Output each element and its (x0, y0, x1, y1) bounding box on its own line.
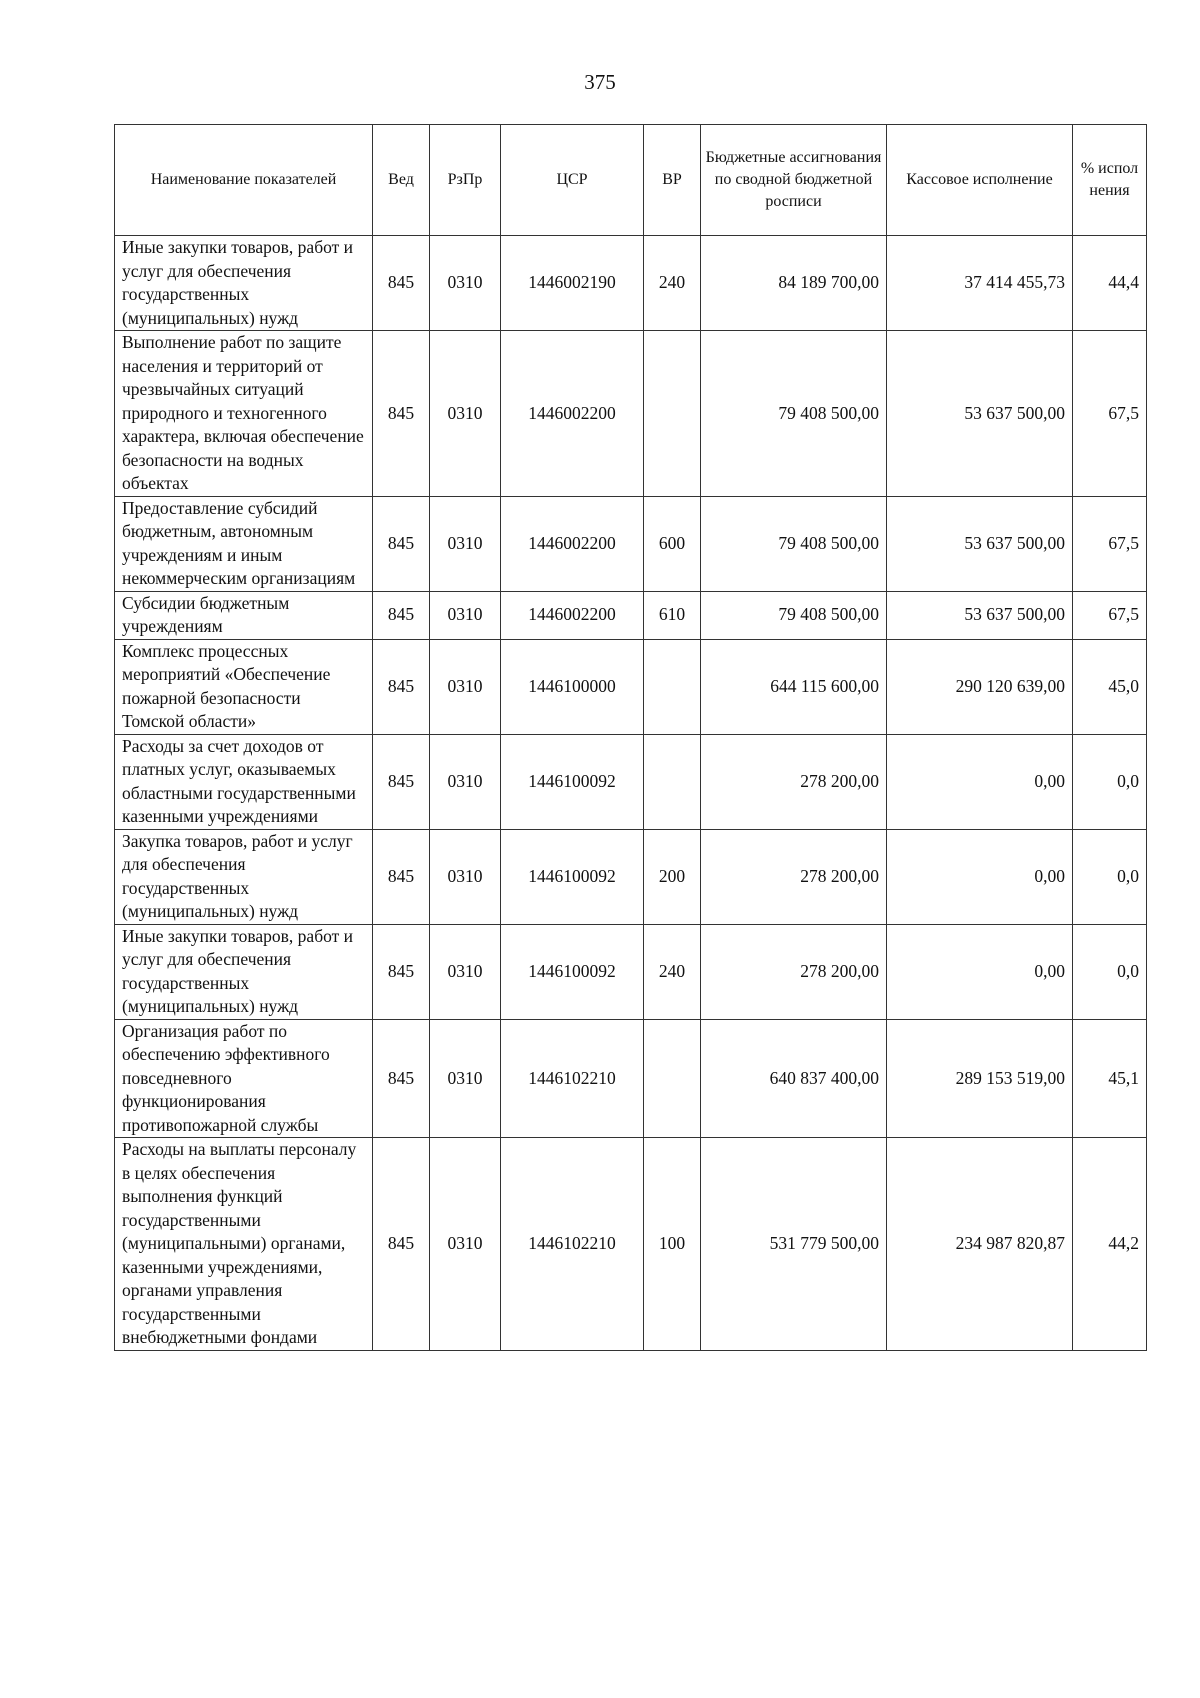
cell-vr: 100 (644, 1138, 701, 1351)
cell-ved: 845 (373, 829, 430, 924)
cell-fact: 37 414 455,73 (887, 236, 1073, 331)
cell-csr: 1446002200 (501, 331, 644, 497)
cell-name: Расходы за счет доходов от платных услуг, оказываемых областными государственными казенными учреждениями (115, 734, 373, 829)
cell-fact: 234 987 820,87 (887, 1138, 1073, 1351)
cell-pct: 67,5 (1073, 331, 1147, 497)
cell-fact: 290 120 639,00 (887, 639, 1073, 734)
cell-plan: 640 837 400,00 (701, 1019, 887, 1138)
cell-name: Иные закупки товаров, работ и услуг для обеспечения государственных (муниципальных) нужд (115, 236, 373, 331)
cell-name: Субсидии бюджетным учреждениям (115, 591, 373, 639)
cell-ved: 845 (373, 236, 430, 331)
cell-fact: 0,00 (887, 734, 1073, 829)
cell-ved: 845 (373, 924, 430, 1019)
cell-ved: 845 (373, 496, 430, 591)
header-name: Наименование показателей (115, 125, 373, 236)
header-rzpr: РзПр (430, 125, 501, 236)
header-fact: Кассовое исполнение (887, 125, 1073, 236)
table-row (115, 591, 1147, 639)
cell-vr (644, 734, 701, 829)
table-row (115, 924, 1147, 1019)
cell-rzpr: 0310 (430, 236, 501, 331)
header-vr: ВР (644, 125, 701, 236)
cell-plan: 278 200,00 (701, 924, 887, 1019)
cell-ved: 845 (373, 639, 430, 734)
cell-ved: 845 (373, 1019, 430, 1138)
cell-plan: 79 408 500,00 (701, 496, 887, 591)
cell-vr: 200 (644, 829, 701, 924)
cell-pct: 67,5 (1073, 496, 1147, 591)
cell-name: Выполнение работ по защите населения и территорий от чрезвычайных ситуаций природного и техногенного характера, включая обеспечение безопасности на водных объектах (115, 331, 373, 497)
cell-csr: 1446002190 (501, 236, 644, 331)
cell-pct: 0,0 (1073, 829, 1147, 924)
cell-vr (644, 639, 701, 734)
cell-csr: 1446100092 (501, 829, 644, 924)
cell-pct: 44,4 (1073, 236, 1147, 331)
cell-name: Иные закупки товаров, работ и услуг для обеспечения государственных (муниципальных) нужд (115, 924, 373, 1019)
cell-csr: 1446100092 (501, 734, 644, 829)
cell-plan: 644 115 600,00 (701, 639, 887, 734)
cell-pct: 45,0 (1073, 639, 1147, 734)
cell-name: Предоставление субсидий бюджетным, автономным учреждениям и иным некоммерческим организациям (115, 496, 373, 591)
cell-fact: 0,00 (887, 924, 1073, 1019)
table-header-row (115, 125, 1147, 236)
cell-name: Закупка товаров, работ и услуг для обеспечения государственных (муниципальных) нужд (115, 829, 373, 924)
cell-rzpr: 0310 (430, 734, 501, 829)
cell-vr (644, 1019, 701, 1138)
cell-fact: 289 153 519,00 (887, 1019, 1073, 1138)
cell-fact: 53 637 500,00 (887, 591, 1073, 639)
cell-plan: 84 189 700,00 (701, 236, 887, 331)
cell-fact: 53 637 500,00 (887, 496, 1073, 591)
cell-plan: 79 408 500,00 (701, 331, 887, 497)
cell-pct: 0,0 (1073, 734, 1147, 829)
cell-rzpr: 0310 (430, 924, 501, 1019)
cell-rzpr: 0310 (430, 829, 501, 924)
cell-pct: 0,0 (1073, 924, 1147, 1019)
cell-csr: 1446100000 (501, 639, 644, 734)
cell-fact: 53 637 500,00 (887, 331, 1073, 497)
cell-name: Комплекс процессных мероприятий «Обеспечение пожарной безопасности Томской области» (115, 639, 373, 734)
cell-plan: 531 779 500,00 (701, 1138, 887, 1351)
table-row (115, 734, 1147, 829)
cell-rzpr: 0310 (430, 1138, 501, 1351)
header-plan: Бюджетные ассигнования по сводной бюджетной росписи (701, 125, 887, 236)
cell-ved: 845 (373, 331, 430, 497)
header-csr: ЦСР (501, 125, 644, 236)
cell-ved: 845 (373, 734, 430, 829)
table-row (115, 496, 1147, 591)
table-row (115, 639, 1147, 734)
cell-csr: 1446002200 (501, 496, 644, 591)
header-pct: % испол нения (1073, 125, 1147, 236)
cell-pct: 67,5 (1073, 591, 1147, 639)
header-ved: Вед (373, 125, 430, 236)
cell-vr: 600 (644, 496, 701, 591)
cell-pct: 44,2 (1073, 1138, 1147, 1351)
table-row (115, 1138, 1147, 1351)
cell-vr: 240 (644, 924, 701, 1019)
budget-execution-table (114, 124, 1147, 1351)
cell-csr: 1446102210 (501, 1019, 644, 1138)
cell-name: Организация работ по обеспечению эффективного повседневного функционирования противопожарной службы (115, 1019, 373, 1138)
cell-pct: 45,1 (1073, 1019, 1147, 1138)
cell-plan: 278 200,00 (701, 829, 887, 924)
cell-ved: 845 (373, 591, 430, 639)
cell-rzpr: 0310 (430, 591, 501, 639)
page-number: 375 (584, 70, 616, 94)
cell-plan: 278 200,00 (701, 734, 887, 829)
cell-csr: 1446100092 (501, 924, 644, 1019)
cell-vr (644, 331, 701, 497)
cell-rzpr: 0310 (430, 1019, 501, 1138)
cell-rzpr: 0310 (430, 331, 501, 497)
table-row (115, 236, 1147, 331)
cell-csr: 1446102210 (501, 1138, 644, 1351)
cell-csr: 1446002200 (501, 591, 644, 639)
cell-vr: 610 (644, 591, 701, 639)
table-row (115, 829, 1147, 924)
cell-ved: 845 (373, 1138, 430, 1351)
cell-plan: 79 408 500,00 (701, 591, 887, 639)
table-row (115, 331, 1147, 497)
cell-fact: 0,00 (887, 829, 1073, 924)
table-row (115, 1019, 1147, 1138)
cell-name: Расходы на выплаты персоналу в целях обеспечения выполнения функций государственными (муниципальными) органами, казенными учреждениями, органами управления государственными внебюджетными фондами (115, 1138, 373, 1351)
cell-rzpr: 0310 (430, 639, 501, 734)
cell-rzpr: 0310 (430, 496, 501, 591)
cell-vr: 240 (644, 236, 701, 331)
